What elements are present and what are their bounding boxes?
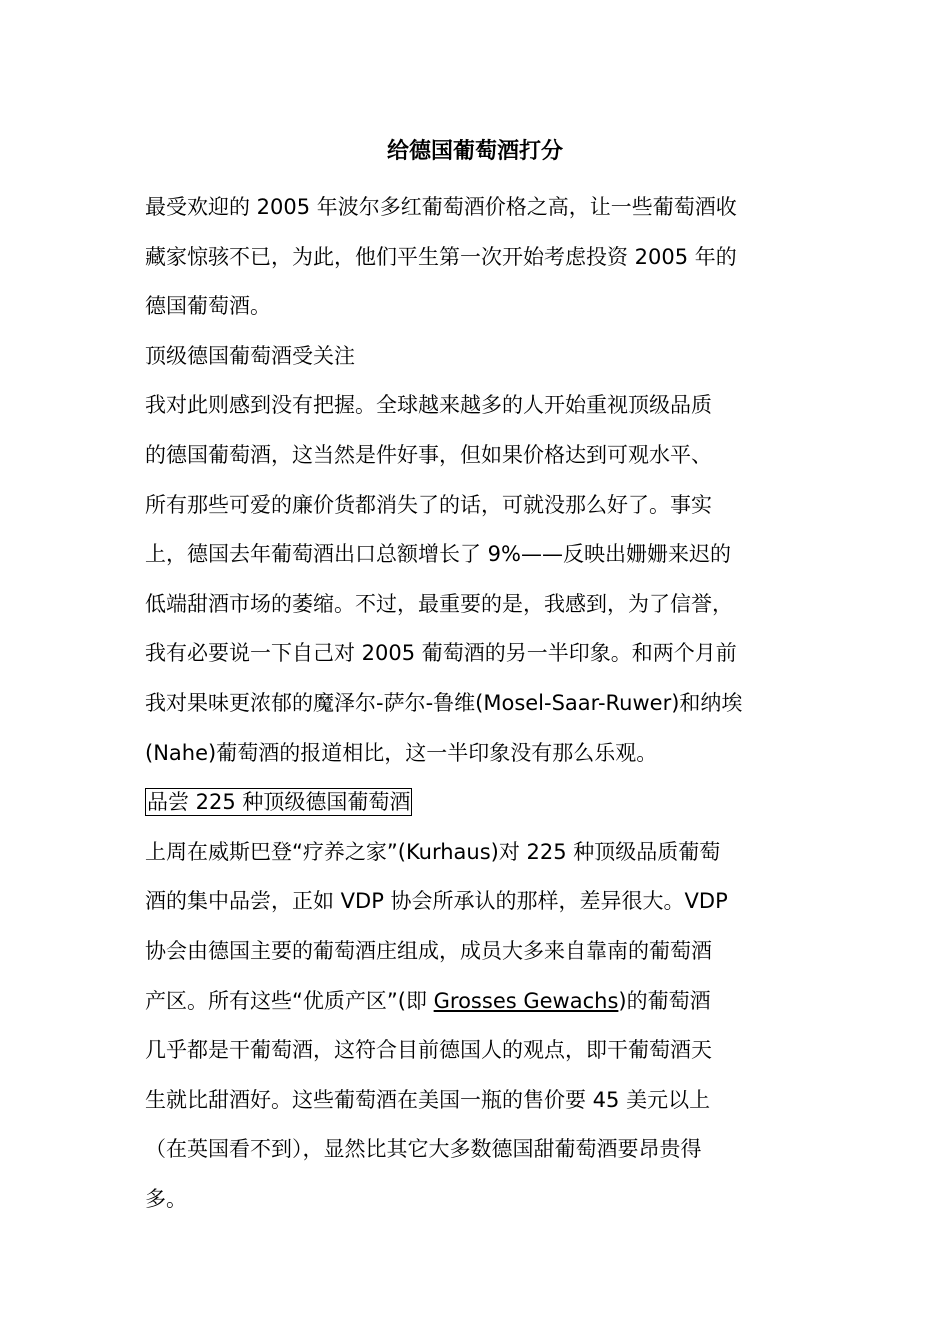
paragraph-line: 我有必要说一下自己对 2005 葡萄酒的另一半印象。和两个月前 — [145, 641, 737, 666]
paragraph-line: 协会由德国主要的葡萄酒庄组成，成员大多来自靠南的葡萄酒 — [145, 938, 712, 963]
paragraph-line: 几乎都是干葡萄酒，这符合目前德国人的观点，即干葡萄酒天 — [145, 1038, 712, 1063]
paragraph-line: 上，德国去年葡萄酒出口总额增长了 9%——反映出姗姗来迟的 — [145, 542, 731, 567]
section-heading: 顶级德国葡萄酒受关注 — [145, 343, 355, 368]
paragraph-line: 的德国葡萄酒，这当然是件好事，但如果价格达到可观水平、 — [145, 442, 712, 467]
paragraph-line: 生就比甜酒好。这些葡萄酒在美国一瓶的售价要 45 美元以上 — [145, 1087, 711, 1112]
paragraph-line: 多。 — [145, 1186, 187, 1211]
document-body — [145, 183, 830, 1224]
paragraph-line: (Nahe)葡萄酒的报道相比，这一半印象没有那么乐观。 — [145, 740, 658, 765]
link-line-after: )的葡萄酒 — [618, 988, 711, 1013]
paragraph-line: 所有那些可爱的廉价货都消失了的话，可就没那么好了。事实 — [145, 492, 712, 517]
grosses-gewachs-link[interactable]: Grosses Gewachs — [433, 988, 619, 1013]
document-title: 给德国葡萄酒打分 — [386, 139, 563, 164]
paragraph-line: 低端甜酒市场的萎缩。不过，最重要的是，我感到，为了信誉， — [145, 591, 733, 616]
link-line-before: 产区。所有这些“优质产区”(即 — [145, 988, 434, 1013]
boxed-heading: 品尝 225 种顶级德国葡萄酒 — [147, 790, 411, 815]
paragraph-line: 最受欢迎的 2005 年波尔多红葡萄酒价格之高，让一些葡萄酒收 — [145, 195, 737, 219]
paragraph-line: 德国葡萄酒。 — [145, 294, 271, 319]
boxed-heading-line — [145, 778, 830, 828]
paragraph-line: 藏家惊骇不已，为此，他们平生第一次开始考虑投资 2005 年的 — [145, 244, 737, 269]
paragraph-line-with-link — [145, 977, 830, 1027]
paragraph-line: （在英国看不到），显然比其它大多数德国甜葡萄酒要昂贵得 — [145, 1137, 702, 1162]
paragraph-line: 酒的集中品尝，正如 VDP 协会所承认的那样，差异很大。VDP — [145, 889, 728, 914]
paragraph-line: 我对此则感到没有把握。全球越来越多的人开始重视顶级品质 — [145, 393, 712, 418]
paragraph-line: 上周在威斯巴登“疗养之家”(Kurhaus)对 225 种顶级品质葡萄 — [145, 839, 721, 864]
paragraph-line: 我对果味更浓郁的魔泽尔-萨尔-鲁维(Mosel-Saar-Ruwer)和纳埃 — [145, 690, 743, 715]
